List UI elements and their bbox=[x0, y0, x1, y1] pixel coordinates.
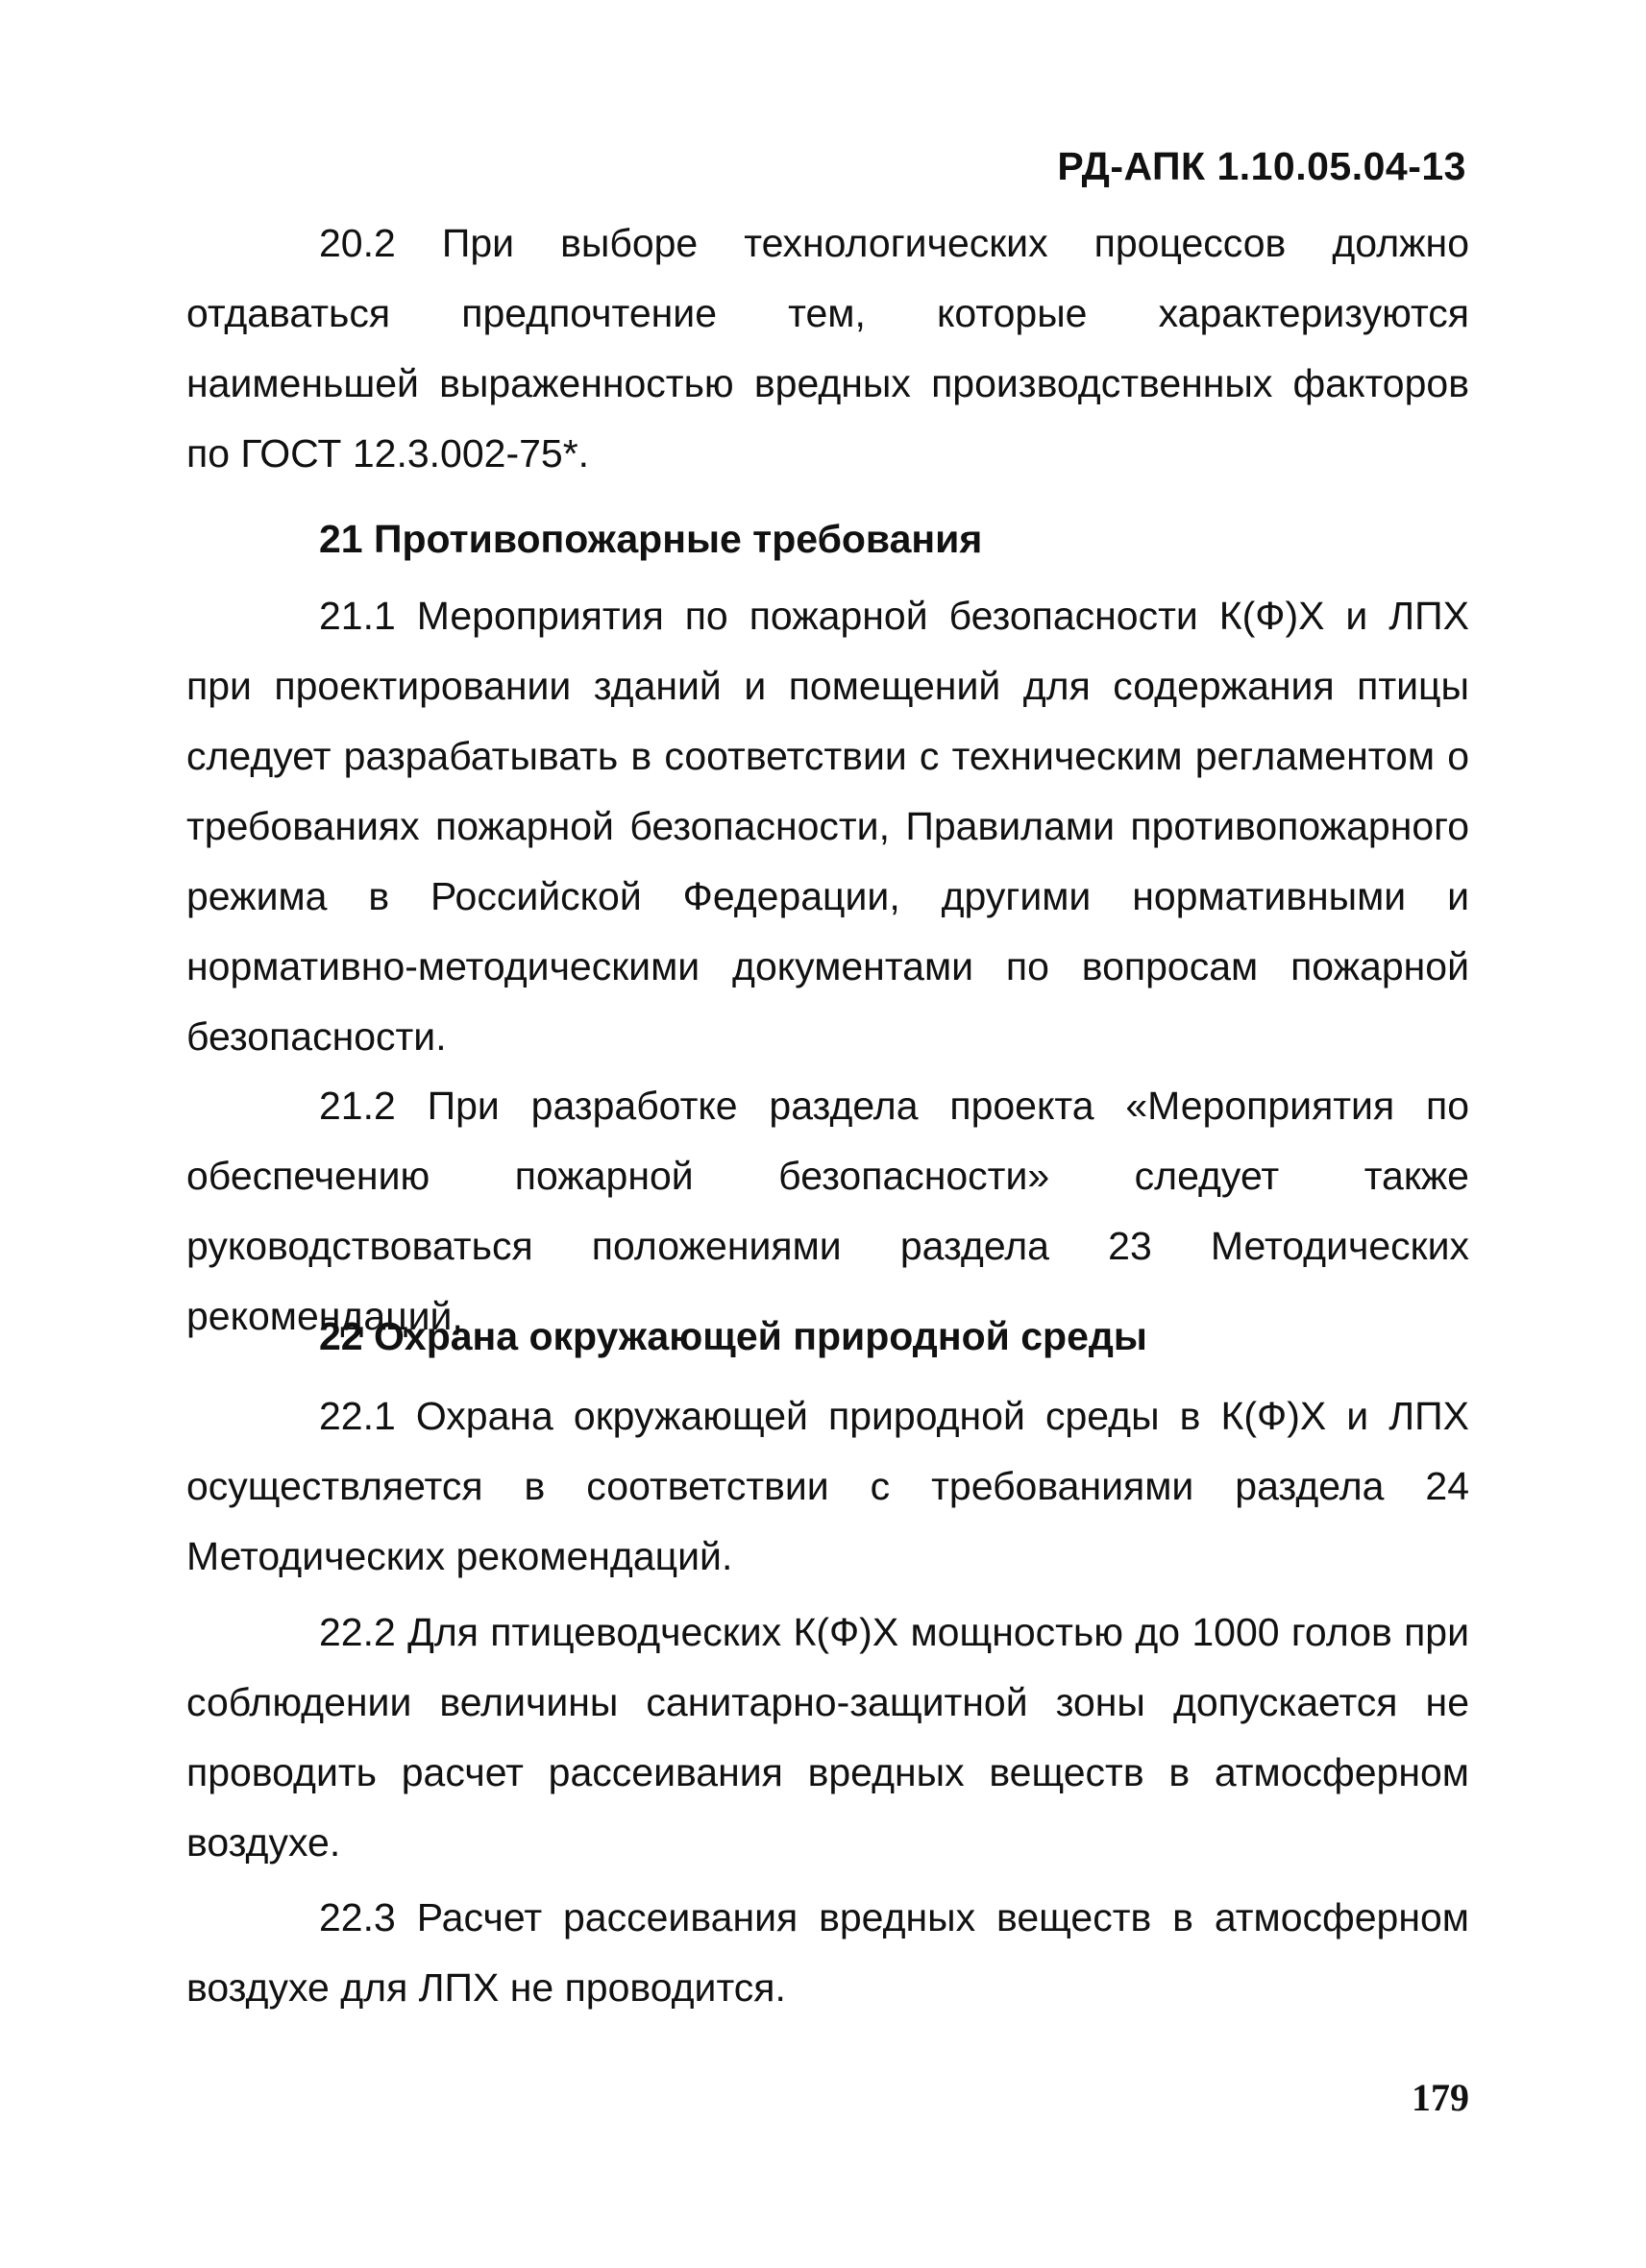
paragraph-20-2: 20.2 При выборе технологических процессов должно отдаваться предпочтение тем, которые характеризуются наименьшей выраженностью вредных производственных факторов по ГОСТ 12.3.002-75*. bbox=[186, 221, 1469, 476]
paragraph-22-1: 22.1 Охрана окружающей природной среды в К(Ф)Х и ЛПХ осуществляется в соответствии с требованиями раздела 24 Методических рекомендаций. bbox=[186, 1394, 1469, 1578]
page-number: 179 bbox=[1412, 2076, 1469, 2119]
paragraph-21-2: 21.2 При разработке раздела проекта «Мероприятия по обеспечению пожарной безопасности» следует также руководствоваться положениями раздела 23 Методических рекомендаций. bbox=[186, 1084, 1469, 1338]
section-heading-21: 21 Противопожарные требования bbox=[319, 517, 983, 561]
document-code-header: РД-АПК 1.10.05.04-13 bbox=[1057, 144, 1466, 188]
paragraph-22-3: 22.3 Расчет рассеивания вредных веществ в атмосферном воздухе для ЛПХ не проводится. bbox=[186, 1895, 1469, 2010]
paragraph-22-2: 22.2 Для птицеводческих К(Ф)Х мощностью до 1000 голов при соблюдении величины санитарно-защитной зоны допускается не проводить расчет рассеивания вредных веществ в атмосферном воздухе. bbox=[186, 1610, 1469, 1865]
paragraph-21-1: 21.1 Мероприятия по пожарной безопасности К(Ф)Х и ЛПХ при проектировании зданий и помещений для содержания птицы следует разрабатывать в соответствии с техническим регламентом о требованиях пожарной безопасности, Правилами противопожарного режима в Российской Федерации, другими нормативными и нормативно-методическими документами по вопросам пожарной безопасности. bbox=[186, 594, 1469, 1059]
section-heading-22: 22 Охрана окружающей природной среды bbox=[319, 1314, 1147, 1358]
